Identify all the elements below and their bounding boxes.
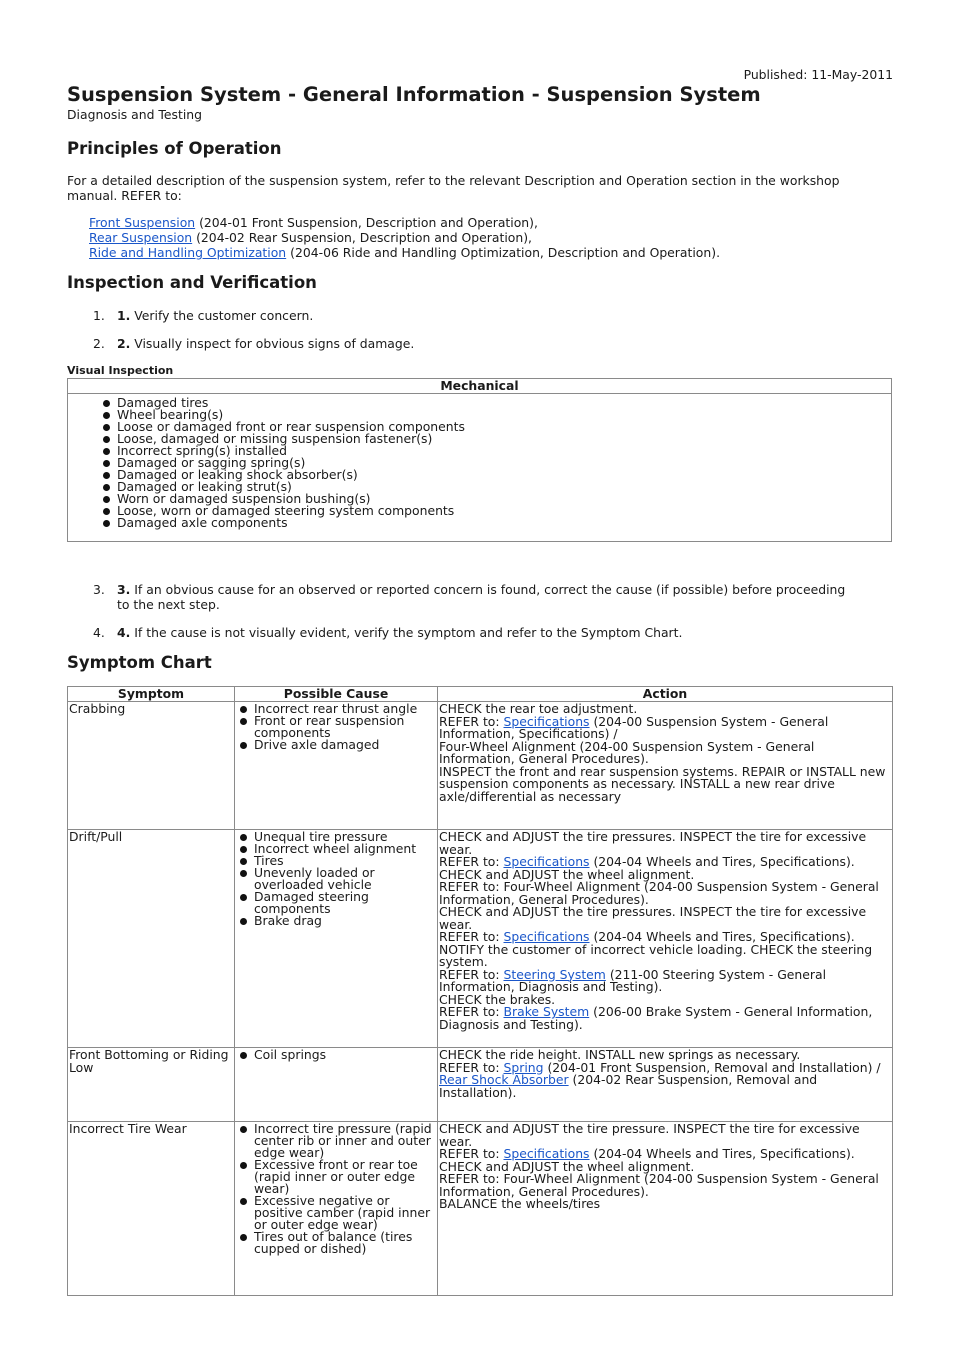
action-line [439,1123,891,1148]
page-subtitle: Diagnosis and Testing [67,107,202,122]
ref-rear-suspension [89,230,720,245]
list-item: Unequal tire pressure [235,831,436,843]
action-text: CHECK the rear toe adjustment. [439,701,638,716]
action-link[interactable]: Steering System [503,966,606,982]
action-line [439,906,891,931]
page-title: Suspension System - General Information - Suspension System [67,83,761,106]
action-text: CHECK and ADJUST the tire pressure. INSPECT the tire for excessive wear. [439,1121,860,1149]
step-number: 3. [93,582,105,597]
list-item: Incorrect wheel alignment [235,843,436,855]
action-link[interactable]: Spring [503,1059,544,1075]
cause-cell [235,702,438,830]
table-row [68,830,893,1048]
action-text: REFER to: [439,966,504,982]
list-item: Incorrect rear thrust angle [235,703,436,715]
link-ride-handling[interactable]: Ride and Handling Optimization [89,245,287,260]
list-item: Brake drag [235,915,436,927]
list-item: Coil springs [235,1049,436,1061]
published-date: Published: 11-May-2011 [743,67,893,82]
action-text: REFER to: Four-Wheel Alignment (204-00 Suspension System - General Information, General Procedures). [439,879,879,907]
mechanical-inspection-table [67,378,892,542]
cause-list [235,831,436,927]
action-text: CHECK and ADJUST the wheel alignment. [439,1158,695,1174]
action-text: Four-Wheel Alignment (204-00 Suspension System - General Information, General Procedures). [439,738,815,766]
action-text: CHECK and ADJUST the wheel alignment. [439,866,695,882]
table-row [68,702,893,830]
step-number: 4. [93,625,105,640]
list-item: Damaged steering components [235,891,436,915]
action-text: (204-01 Front Suspension, Removal and Installation) / [543,1059,881,1075]
action-text: (211-00 Steering System - General Information, Diagnosis and Testing). [439,966,827,994]
table-row [68,1122,893,1296]
step-number: 1. [93,308,105,323]
action-line [439,941,891,969]
step-bold-number: 1. [117,308,131,323]
list-item: Damaged or leaking shock absorber(s) [97,469,891,481]
action-cell [438,1122,893,1296]
step-3 [67,582,897,612]
action-line [439,1074,891,1099]
action-text: REFER to: [439,1059,504,1075]
principles-text: For a detailed description of the suspension system, refer to the relevant Description and Operation section in the workshop manual. REFER to: [67,173,840,203]
list-item: Damaged tires [97,397,891,409]
list-item: Loose or damaged front or rear suspension components [97,421,891,433]
symptom-chart-heading: Symptom Chart [67,653,212,672]
link-front-suspension[interactable]: Front Suspension [89,215,196,230]
action-text: CHECK the ride height. INSTALL new springs as necessary. [439,1047,801,1062]
symptom-cell: Front Bottoming or Riding Low [68,1048,235,1122]
action-text: INSPECT the front and rear suspension systems. REPAIR or INSTALL new suspension components as necessary. INSTALL a new rear drive axle/differential as necessary [439,763,886,804]
table-row [68,1048,893,1122]
step-2 [67,336,897,351]
step-text: Verify the customer concern. [130,308,314,323]
cause-cell [235,830,438,1048]
action-text: (204-02 Rear Suspension, Removal and Installation). [439,1072,818,1100]
list-item: Damaged or leaking strut(s) [97,481,891,493]
action-link[interactable]: Specifications [503,854,590,869]
action-cell [438,830,893,1048]
action-cell [438,1048,893,1122]
action-line [439,713,891,741]
list-item: Unevenly loaded or overloaded vehicle [235,867,436,891]
action-link[interactable]: Specifications [503,1146,590,1161]
list-item: Drive axle damaged [235,739,436,751]
action-line [439,1006,891,1031]
ref-ride-handling [89,245,720,260]
action-line [439,738,891,766]
action-line [439,1198,891,1211]
list-item: Front or rear suspension components [235,715,436,739]
list-item: Wheel bearing(s) [97,409,891,421]
cause-list [235,703,436,751]
action-text: (204-04 Wheels and Tires, Specifications). [589,1146,855,1161]
action-text: REFER to: [439,713,504,729]
step-bold-number: 2. [117,336,131,351]
list-item: Excessive negative or positive camber (rapid inner or outer edge wear) [235,1195,436,1231]
cause-list [235,1049,436,1061]
action-line [439,1173,891,1198]
ref-text: (204-01 Front Suspension, Description and Operation), [195,215,538,230]
step-text: If an obvious cause for an observed or reported concern is found, correct the cause (if possible) before proceeding to the next step. [117,582,846,612]
action-text: REFER to: [439,929,504,944]
column-header-possible-cause: Possible Cause [235,687,438,702]
action-cell [438,702,893,830]
action-link[interactable]: Brake System [503,1004,590,1019]
ref-text: (204-02 Rear Suspension, Description and Operation), [192,230,532,245]
ref-front-suspension [89,215,720,230]
action-text: (204-00 Suspension System - General Information, Specifications) / [439,713,829,741]
list-item: Worn or damaged suspension bushing(s) [97,493,891,505]
action-link[interactable]: Rear Shock Absorber [439,1072,569,1087]
column-header-action: Action [438,687,893,702]
symptom-chart-table [67,686,893,1296]
step-number: 2. [93,336,105,351]
step-text: If the cause is not visually evident, verify the symptom and refer to the Symptom Chart. [130,625,683,640]
action-text: NOTIFY the customer of incorrect vehicle loading. CHECK the steering system. [439,941,873,969]
cause-cell [235,1048,438,1122]
list-item: Tires out of balance (tires cupped or dished) [235,1231,436,1255]
symptom-cell: Crabbing [68,702,235,830]
list-item: Damaged or sagging spring(s) [97,457,891,469]
action-line [439,881,891,906]
action-text: (204-04 Wheels and Tires, Specifications). [589,929,855,944]
principles-refs [89,215,720,260]
symptom-chart-body [68,702,893,1296]
mechanical-list [97,397,891,529]
step-1 [67,308,897,323]
visual-inspection-label: Visual Inspection [67,364,174,377]
action-line [439,966,891,994]
list-item: Incorrect spring(s) installed [97,445,891,457]
symptom-cell: Drift/Pull [68,830,235,1048]
action-line [439,763,891,804]
step-4 [67,625,897,640]
action-text: (206-00 Brake System - General Information, Diagnosis and Testing). [439,1004,873,1032]
ref-text: (204-06 Ride and Handling Optimization, Description and Operation). [286,245,721,260]
column-header-symptom: Symptom [68,687,235,702]
mechanical-cell [68,394,892,542]
list-item: Excessive front or rear toe (rapid inner or outer edge wear) [235,1159,436,1195]
list-item: Tires [235,855,436,867]
list-item: Loose, worn or damaged steering system components [97,505,891,517]
action-text: REFER to: [439,1004,504,1019]
action-text: REFER to: Four-Wheel Alignment (204-00 Suspension System - General Information, General Procedures). [439,1171,879,1199]
action-link[interactable]: Specifications [503,929,590,944]
action-line [439,831,891,856]
action-text: CHECK and ADJUST the tire pressures. INSPECT the tire for excessive wear. [439,904,867,932]
action-text: BALANCE the wheels/tires [439,1196,601,1211]
list-item: Incorrect tire pressure (rapid center rib or inner and outer edge wear) [235,1123,436,1159]
action-link[interactable]: Specifications [503,713,590,729]
list-item: Damaged axle components [97,517,891,529]
action-text: REFER to: [439,1146,504,1161]
step-bold-number: 3. [117,582,131,597]
symptom-cell: Incorrect Tire Wear [68,1122,235,1296]
action-text: (204-04 Wheels and Tires, Specifications). [589,854,855,869]
mechanical-header: Mechanical [68,379,892,394]
principles-heading: Principles of Operation [67,139,282,158]
step-bold-number: 4. [117,625,131,640]
inspection-heading: Inspection and Verification [67,273,317,292]
action-text: CHECK and ADJUST the tire pressures. INSPECT the tire for excessive wear. [439,829,867,857]
cause-list [235,1123,436,1255]
list-item: Loose, damaged or missing suspension fastener(s) [97,433,891,445]
step-text: Visually inspect for obvious signs of damage. [130,336,415,351]
cause-cell [235,1122,438,1296]
link-rear-suspension[interactable]: Rear Suspension [89,230,193,245]
action-text: CHECK the brakes. [439,991,556,1007]
action-text: REFER to: [439,854,504,869]
